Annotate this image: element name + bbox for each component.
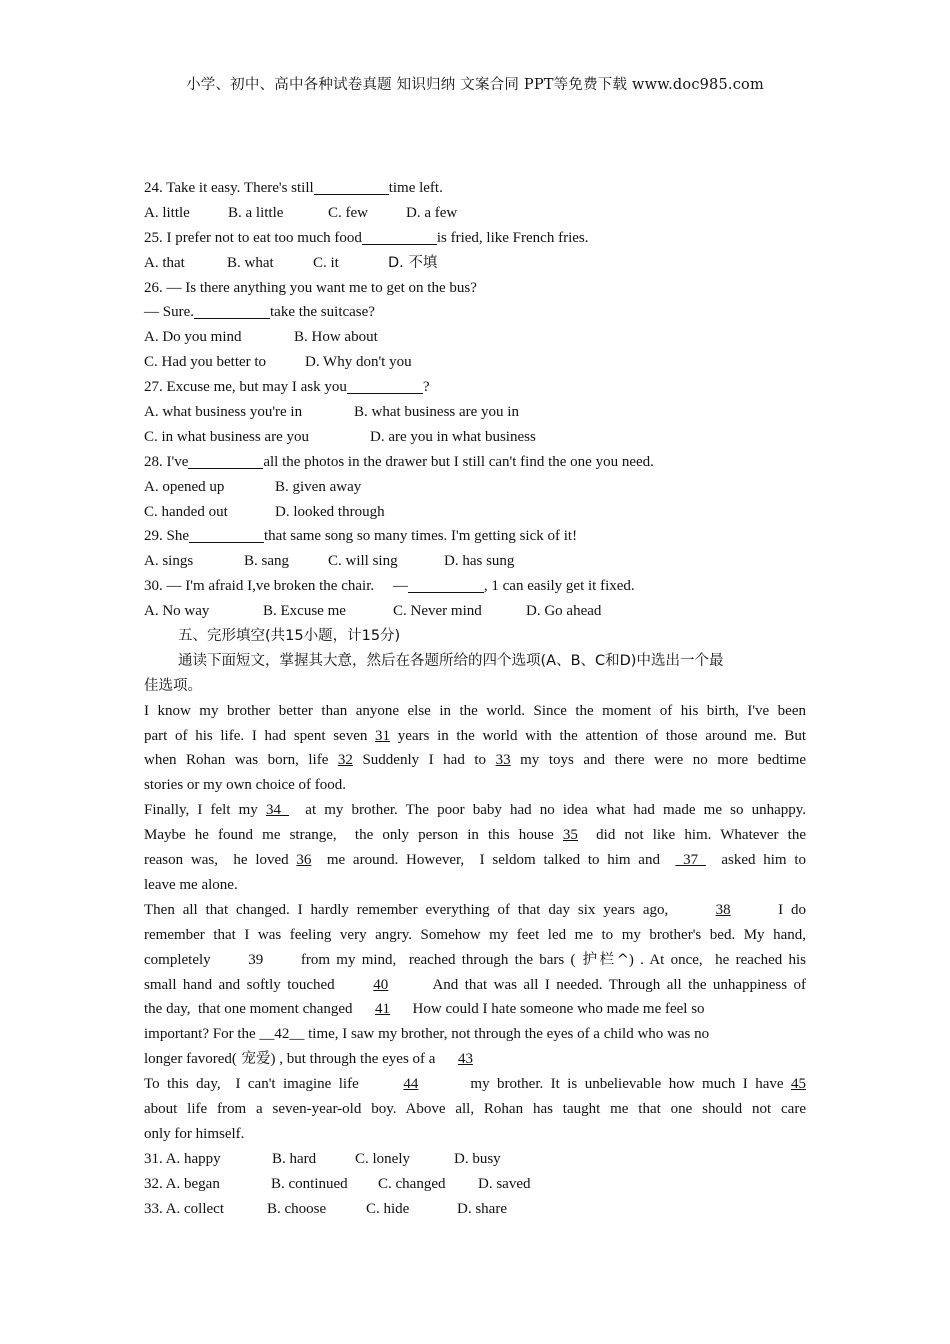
- section-title: 五、完形填空(共15小题，计15分): [178, 628, 401, 645]
- passage-line: Finally, I felt my 34 at my brother. The poor baby had no idea what had made me so unhappy.: [144, 802, 807, 819]
- passage-line: completely 39 from my mind, reached through the bars ( 护栏^) . At once, he reached his: [144, 951, 807, 968]
- blank-31: 31: [375, 727, 391, 744]
- section-instruction: 通读下面短文，掌握其大意，然后在各题所给的四个选项(A、B、C和D)中选出一个最: [178, 652, 724, 669]
- question-28-options-row2: C. handed out D. looked through: [144, 503, 385, 520]
- passage-line: important? For the __42__ time, I saw my brother, not through the eyes of a child who was no: [144, 1026, 710, 1043]
- blank-33: 33: [495, 752, 511, 769]
- passage-line: reason was, he loved 36 me around. However, I seldom talked to him and 37 asked him to: [144, 852, 806, 869]
- blank-36: 36: [296, 852, 312, 869]
- passage-line: small hand and softly touched 40 And that was all I needed. Through all the unhappiness of: [144, 976, 806, 993]
- answer-blank: [314, 178, 389, 195]
- blank-37: 37: [675, 852, 706, 869]
- question-30-options: A. No way B. Excuse me C. Never mind D. Go ahead: [144, 603, 602, 620]
- answer-31-options: 31. A. happy B. hard C. lonely D. busy: [144, 1150, 501, 1167]
- blank-43: 43: [457, 1051, 473, 1068]
- blank-45: 45: [790, 1076, 806, 1093]
- question-24-options: A. little B. a little C. few D. a few: [144, 204, 458, 221]
- answer-blank: [194, 302, 270, 319]
- answer-blank: [408, 576, 484, 593]
- question-26-reply: — Sure. take the suitcase?: [144, 304, 375, 321]
- section-instruction-cont: 佳选项。: [144, 677, 202, 694]
- question-26-options-row2: C. Had you better to D. Why don't you: [144, 354, 412, 371]
- blank-44: 44: [403, 1076, 419, 1093]
- passage-line: the day, that one moment changed 41 How could I hate someone who made me feel so: [144, 1001, 705, 1018]
- question-27-options-row1: A. what business you're in B. what business are you in: [144, 404, 519, 421]
- question-28-options-row1: A. opened up B. given away: [144, 478, 362, 495]
- blank-41: 41: [375, 1001, 391, 1018]
- passage-line: when Rohan was born, life 32 Suddenly I had to 33 my toys and there were no more bedtime: [144, 752, 806, 769]
- passage-line: remember that I was feeling very angry. Somehow my feet led me to my brother's bed. My hand,: [144, 926, 806, 943]
- passage-line: To this day, I can't imagine life 44 my brother. It is unbelievable how much I have 45: [144, 1076, 806, 1093]
- passage-line: only for himself.: [144, 1125, 245, 1142]
- passage-line: stories or my own choice of food.: [144, 777, 347, 794]
- question-27-options-row2: C. in what business are you D. are you in what business: [144, 428, 536, 445]
- answer-blank: [189, 526, 264, 543]
- question-26-stem: 26. — Is there anything you want me to get on the bus?: [144, 279, 477, 296]
- answer-33-options: 33. A. collect B. choose C. hide D. share: [144, 1200, 507, 1217]
- blank-38: 38: [715, 901, 731, 918]
- question-29-stem: 29. She that same song so many times. I'm getting sick of it!: [144, 528, 578, 545]
- question-29-options: A. sings B. sang C. will sing D. has sung: [144, 553, 515, 570]
- passage-line: longer favored( 宠爱) , but through the eyes of a 43: [144, 1051, 473, 1068]
- answer-blank: [188, 452, 263, 469]
- blank-40: 40: [373, 976, 389, 993]
- passage-line: Then all that changed. I hardly remember everything of that day six years ago, 38 I do: [144, 901, 806, 918]
- blank-35: 35: [562, 827, 578, 844]
- passage-line: part of his life. I had spent seven 31 years in the world with the attention of those around me. But: [144, 727, 806, 744]
- question-26-options-row1: A. Do you mind B. How about: [144, 329, 378, 346]
- question-27-stem: 27. Excuse me, but may I ask you ?: [144, 379, 430, 396]
- passage-line: leave me alone.: [144, 876, 238, 893]
- answer-blank: [347, 377, 423, 394]
- blank-34: 34: [265, 802, 290, 819]
- question-30-stem: 30. — I'm afraid I,ve broken the chair. — , 1 can easily get it fixed.: [144, 578, 635, 595]
- question-28-stem: 28. I've all the photos in the drawer but I still can't find the one you need.: [144, 453, 654, 470]
- passage-line: I know my brother better than anyone else in the world. Since the moment of his birth, I've been: [144, 702, 806, 719]
- question-24-stem: 24. Take it easy. There's still time left.: [144, 180, 443, 196]
- exam-content: [144, 176, 806, 1221]
- question-25-stem: 25. I prefer not to eat too much food is fried, like French fries.: [144, 229, 589, 246]
- answer-32-options: 32. A. began B. continued C. changed D. saved: [144, 1175, 531, 1192]
- page-header: 小学、初中、高中各种试卷真题 知识归纳 文案合同 PPT等免费下载 www.doc985.com: [186, 77, 764, 93]
- passage-line: Maybe he found me strange, the only person in this house 35 did not like him. Whatever the: [144, 827, 806, 844]
- answer-blank: [362, 228, 437, 245]
- blank-32: 32: [337, 752, 353, 769]
- question-25-options: A. that B. what C. it D. 不填: [144, 254, 438, 271]
- passage-line: about life from a seven-year-old boy. Above all, Rohan has taught me that one should not care: [144, 1100, 806, 1117]
